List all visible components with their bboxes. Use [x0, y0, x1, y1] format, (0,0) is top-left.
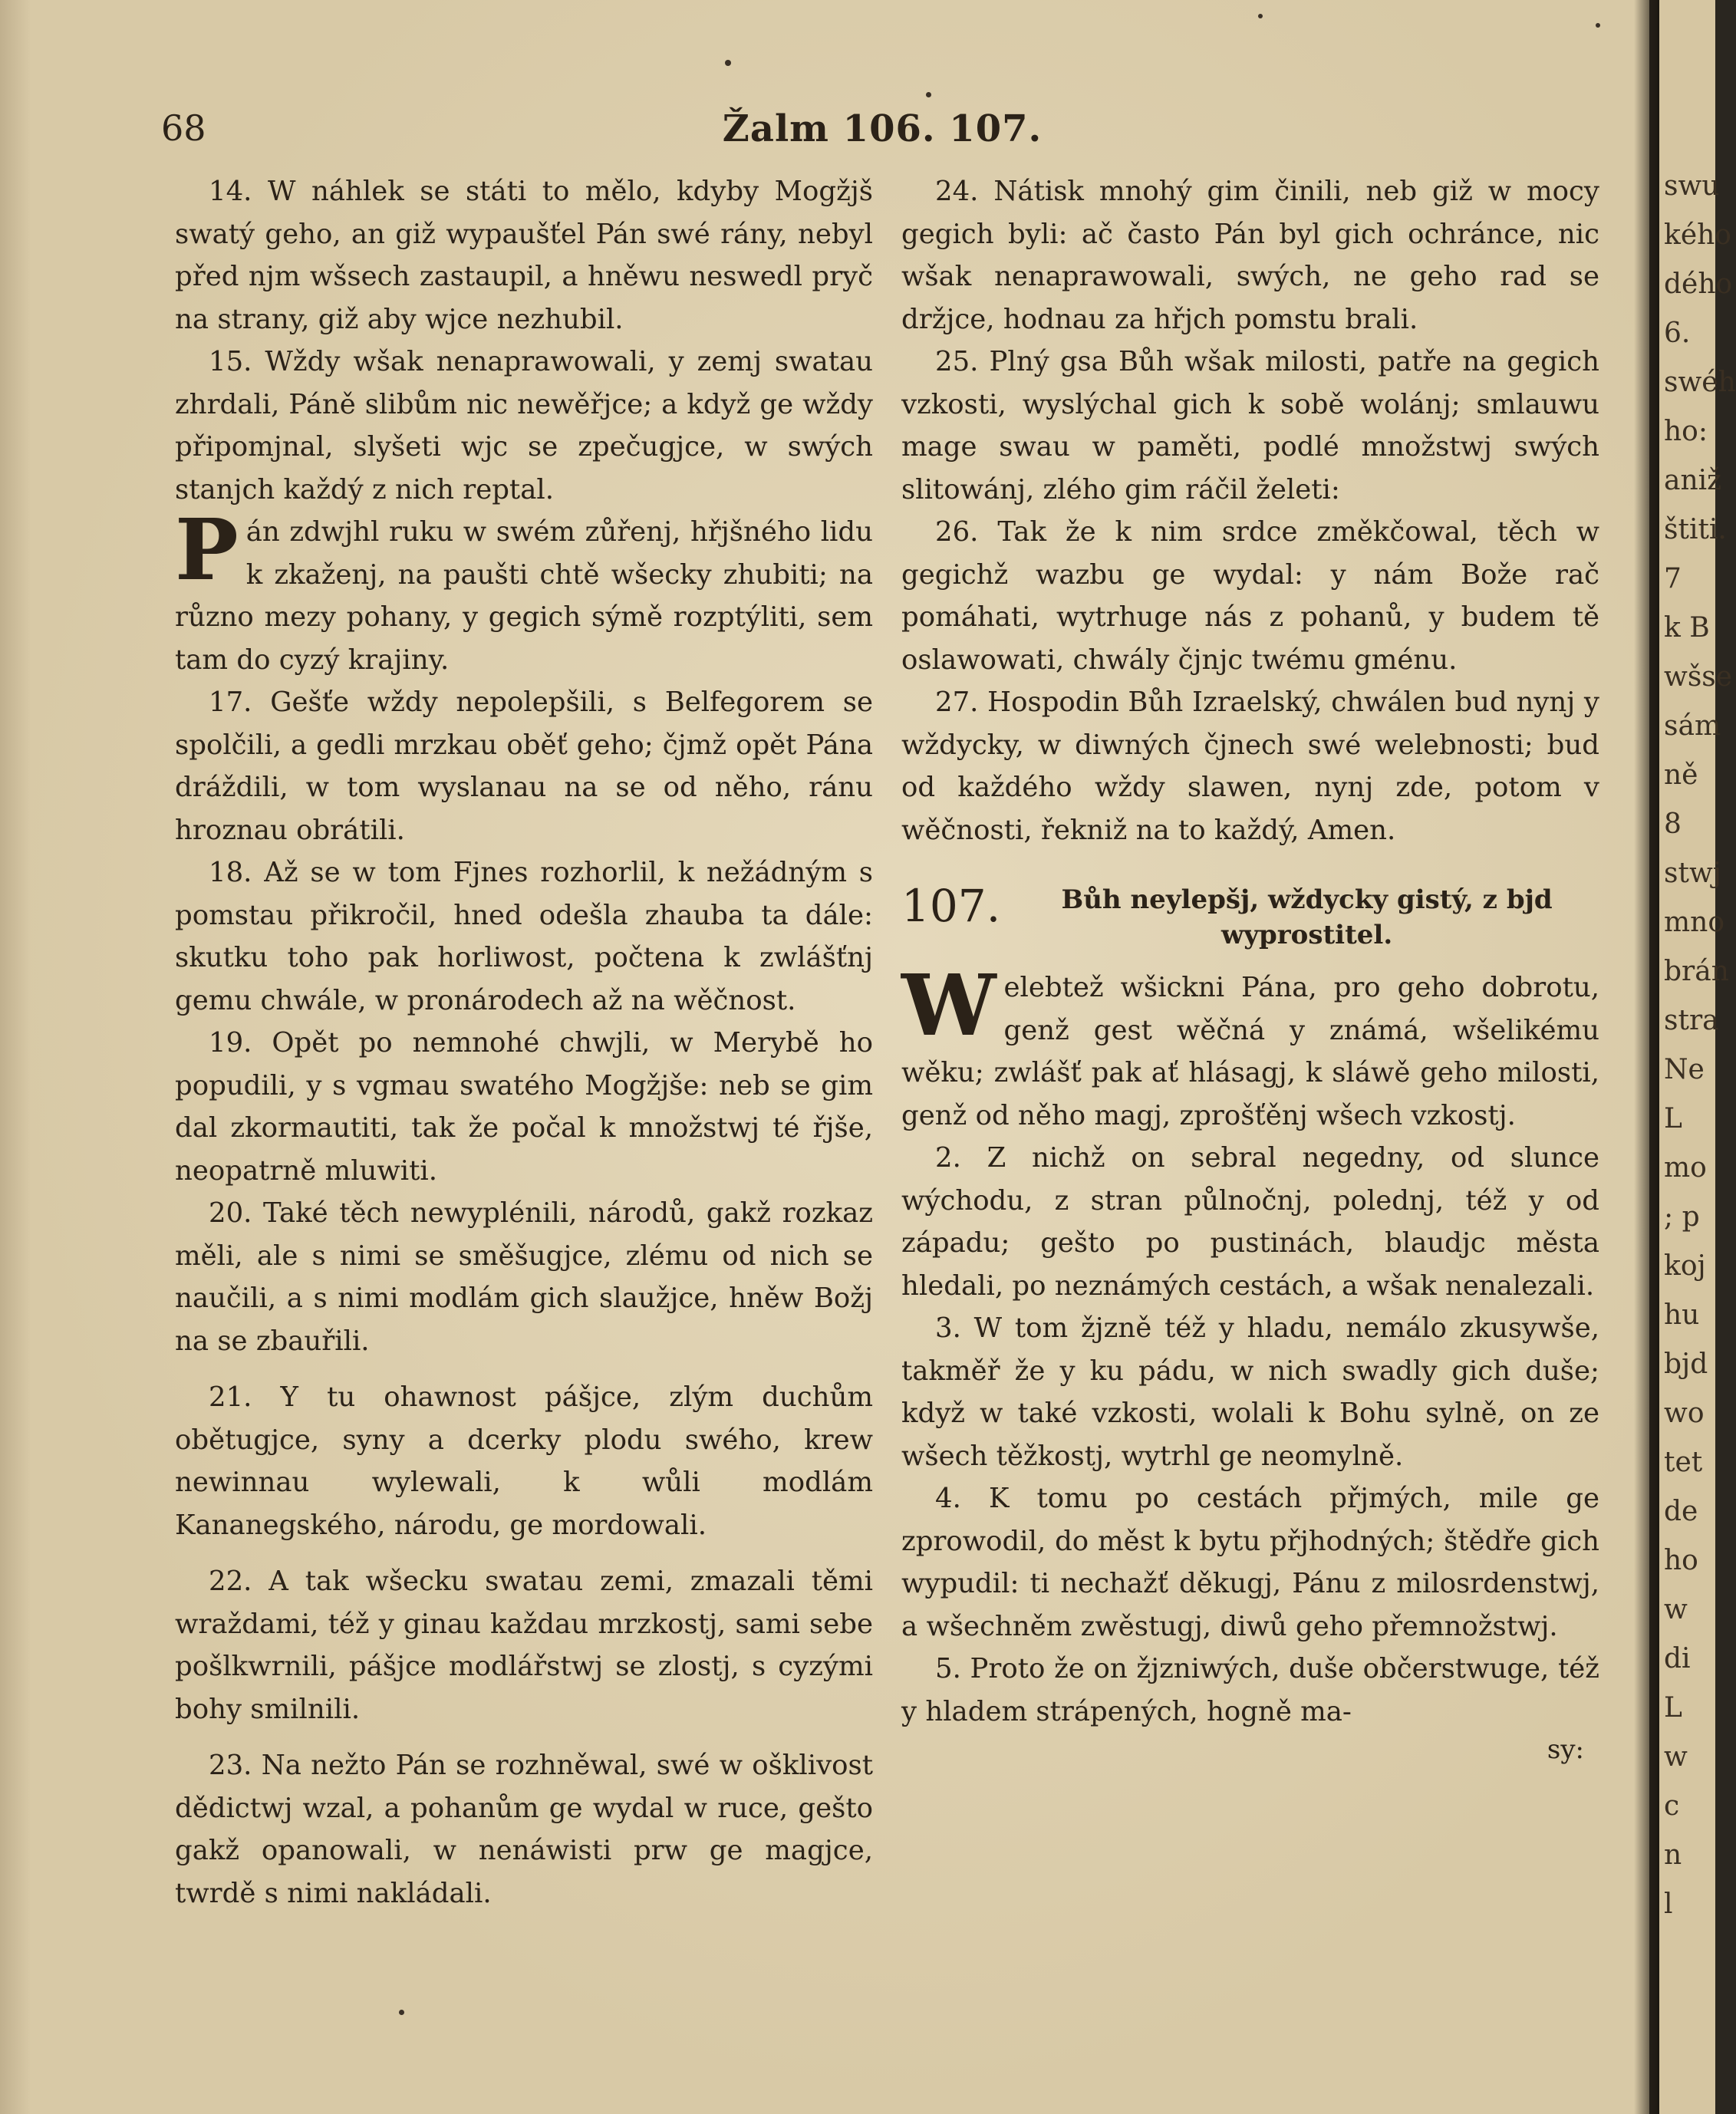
verse-text: 22. A tak wšecku swatau zemi, zmazali těmi wraždami, též y ginau každau mrzkostj, sami sebe pošlkwrnili, pášjce modlářstwj se zlostj, s cyzými bohy smilnili. — [175, 1566, 873, 1725]
verse-paragraph — [175, 341, 873, 511]
verse-text: 23. Na nežto Pán se rozhněwal, swé w ošklivost dědictwj wzal, a pohanům ge wydal w ruce, gešto gakž opanowali, w nenáwisti prw ge magjce, twrdě s nimi nakládali. — [175, 1750, 873, 1909]
verse-text: 2. Z nichž on sebral negedny, od slunce wýchodu, z stran půlnočnj, polednj, též y od západu; gešto po pustinách, blaudjc města hledali, po neznámých cestách, a wšak nenalezali. — [901, 1142, 1599, 1302]
facing-page-fragment: stra — [1664, 1005, 1719, 1036]
facing-page-fragment: swéh — [1664, 367, 1736, 398]
verse-text: 19. Opět po nemnohé chwjli, w Merybě ho popudili, y s vgmau swatého Mogžjše: neb se gim dal zkormautiti, tak že počal k množstwj té řjše, neopatrně mluwiti. — [175, 1027, 873, 1187]
verse-text: 3. W tom žjzně též y hladu, nemálo zkusywše, takměř že y ku pádu, w nich swadly gich duše; když w také vzkosti, wolali k Bohu sylně, on ze wšech těžkostj, wytrhl ge neomylně. — [901, 1312, 1599, 1472]
verse-paragraph — [901, 1307, 1599, 1477]
verse-paragraph — [175, 1376, 873, 1546]
verse-paragraph — [901, 511, 1599, 681]
facing-page-fragment: wšse — [1664, 661, 1733, 693]
facing-page-fragment: w — [1664, 1741, 1688, 1773]
verse-text: 5. Proto že on žjzniwých, duše občerstwuge, též y hladem strápených, hogně ma- — [901, 1653, 1599, 1727]
facing-page-fragment: di — [1664, 1643, 1691, 1674]
catchword: sy: — [1547, 1734, 1584, 1765]
page-number: 68 — [161, 107, 206, 149]
psalm-107-heading — [901, 882, 1599, 953]
facing-page-edge — [1657, 0, 1736, 2114]
facing-page-fragment: k B — [1664, 612, 1710, 644]
verse-paragraph — [901, 956, 1599, 1137]
verse-text: 26. Tak že k nim srdce změkčowal, těch w gegichž wazbu ge wydal: y nám Bože rač pomáhati, wytrhuge nás z pohanů, y budem tě oslawowati, chwály čjnjc twému gménu. — [901, 516, 1599, 676]
verse-paragraph — [901, 1477, 1599, 1648]
verse-paragraph — [175, 170, 873, 341]
facing-page-fragment: ho — [1664, 1545, 1698, 1576]
facing-page-fragment: mno — [1664, 907, 1724, 938]
facing-page-fragment: aniž — [1664, 465, 1722, 496]
drop-cap: P — [175, 500, 239, 599]
facing-page-fragment: hu — [1664, 1299, 1700, 1331]
psalm-107-text — [901, 956, 1599, 1733]
facing-page-fragment: Ne — [1664, 1054, 1705, 1085]
verse-paragraph — [175, 681, 873, 851]
ink-speck — [399, 2010, 404, 2015]
verse-paragraph — [175, 1560, 873, 1730]
verse-text: 27. Hospodin Bůh Izraelský, chwálen bud nynj y wždycky, w diwných čjnech swé welebnosti; bud od každého wždy slawen, nynj zde, potom v wěčnosti, řekniž na to každý, Amen. — [901, 687, 1599, 846]
verse-text: 18. Až se w tom Fjnes rozhorlil, k nežádným s pomstau přikročil, hned odešla zhauba ta dále: skutku toho pak horliwost, počtena k zwlášťnj gemu chwále, w pronárodech až na wěčnost. — [175, 857, 873, 1016]
verse-text: án zdwjhl ruku w swém zůřenj, hřjšného lidu k zkaženj, na paušti chtě wšecky zhubiti; na různo mezy pohany, y gegich sýmě rozptýliti, sem tam do cyzý krajiny. — [175, 516, 873, 676]
ink-speck — [1258, 14, 1263, 18]
facing-page-fragment: 8 — [1664, 808, 1682, 840]
facing-page-fragment: mo — [1664, 1152, 1707, 1184]
facing-page-fragment: w — [1664, 1594, 1688, 1625]
verse-text: elebtež wšickni Pána, pro geho dobrotu, genž gest wěčná y známá, wšelikému wěku; zwlášť pak ať hlásagj, k sláwě geho milosti, genž od něho magj, zprošťěnj wšech vzkostj. — [901, 972, 1599, 1131]
facing-page-fragment: stwj — [1664, 858, 1721, 889]
facing-page-fragment: 7 — [1664, 563, 1682, 594]
running-title: Žalm 106. 107. — [722, 107, 1043, 150]
ink-speck — [926, 92, 931, 97]
page-header — [153, 107, 1611, 161]
facing-page-fragment: bjd — [1664, 1348, 1708, 1380]
facing-page-fragment: c — [1664, 1790, 1680, 1822]
facing-page-fragment: ; p — [1664, 1201, 1700, 1233]
verse-text: 20. Také těch newyplénili, národů, gakž rozkaz měli, ale s nimi se směšugjce, zlému od nich se naučili, a s nimi modlám gich slaužjce, hněw Božj na se zbauřili. — [175, 1197, 873, 1357]
facing-page-fragment: brán — [1664, 956, 1729, 987]
ink-speck — [725, 60, 731, 66]
facing-page-fragment: l — [1664, 1888, 1673, 1920]
verse-paragraph — [175, 500, 873, 681]
right-column — [901, 170, 1599, 1765]
facing-page-fragment: štiti. — [1664, 514, 1727, 545]
drop-cap: W — [901, 956, 996, 1055]
ink-speck — [1596, 23, 1600, 28]
verse-text: 15. Wždy wšak nenaprawowali, y zemj swatau zhrdali, Páně slibům nic newěřjce; a když ge wždy připomjnal, slyšeti wjc se zpečugjce, w swých stanjch každý z nich reptal. — [175, 346, 873, 505]
verse-text: 24. Nátisk mnohý gim činili, neb giž w mocy gegich byli: ač často Pán byl gich ochránce, nic wšak nenaprawowali, swých, ne geho rad se držjce, hodnau za hřjch pomstu brali. — [901, 176, 1599, 335]
verse-text: 25. Plný gsa Bůh wšak milosti, patře na gegich vzkosti, wyslýchal gich k sobě wolánj; smlauwu mage swau w paměti, podlé množstwj swých slitowánj, zlého gim ráčil želeti: — [901, 346, 1599, 505]
left-column — [175, 170, 873, 1915]
verse-text: 21. Y tu ohawnost pášjce, zlým duchům obětugjce, syny a dcerky plodu swého, krew newinnau wylewali, k wůli modlám Kananegského, národu, ge mordowali. — [175, 1381, 873, 1541]
facing-page-fragment: sám — [1664, 710, 1721, 742]
psalm-number: 107. — [901, 880, 1001, 932]
facing-page-fragment: dého — [1664, 268, 1733, 300]
facing-page-fragment: de — [1664, 1496, 1698, 1527]
verse-text: 17. Gešťe wždy nepolepšili, s Belfegorem se spolčili, a gedli mrzkau oběť geho; čjmž opět Pána dráždili, w tom wyslanau na se od něho, ránu hroznau obrátili. — [175, 687, 873, 846]
verse-paragraph — [901, 681, 1599, 851]
facing-page-fragment: tet — [1664, 1447, 1703, 1478]
facing-page-fragment: L — [1664, 1692, 1682, 1724]
verse-text: 14. W náhlek se státi to mělo, kdyby Mogžjš swatý geho, an giž wypaušťel Pán swé rány, nebyl před njm wšsech zastaupil, a hněwu neswedl pryč na strany, giž aby wjce nezhubil. — [175, 176, 873, 335]
facing-page-fragment: wo — [1664, 1398, 1705, 1429]
verse-paragraph — [175, 851, 873, 1022]
verse-paragraph — [175, 1744, 873, 1915]
facing-page-fragment: L — [1664, 1103, 1682, 1134]
psalm-106-continuation — [901, 170, 1599, 851]
verse-paragraph — [901, 341, 1599, 511]
verse-text: 4. K tomu po cestách přjmých, mile ge zprowodil, do měst k bytu přjhodných; štědře gich wypudil: ti nechažť děkugj, Pánu z milosrdenstwj, a wšechněm zwěstugj, diwů geho přemnožstwj. — [901, 1483, 1599, 1642]
facing-page-fragment: kého — [1664, 219, 1731, 251]
verse-paragraph — [175, 1192, 873, 1362]
page-gutter-shadow — [1634, 0, 1657, 2114]
psalm-summary: Bůh neylepšj, wždycky gistý, z bjd wyprostitel. — [1061, 884, 1553, 950]
verse-paragraph — [901, 170, 1599, 341]
verse-paragraph — [901, 1137, 1599, 1307]
facing-page-fragment: swu — [1664, 170, 1720, 202]
verse-paragraph — [175, 1022, 873, 1192]
facing-page-fragment: ně — [1664, 759, 1698, 791]
facing-page-fragment: koj — [1664, 1250, 1706, 1282]
verse-paragraph — [901, 1648, 1599, 1733]
facing-page-fragment: ho: — [1664, 416, 1708, 447]
facing-page-fragment: n — [1664, 1839, 1682, 1871]
facing-page-fragment: 6. — [1664, 318, 1691, 349]
